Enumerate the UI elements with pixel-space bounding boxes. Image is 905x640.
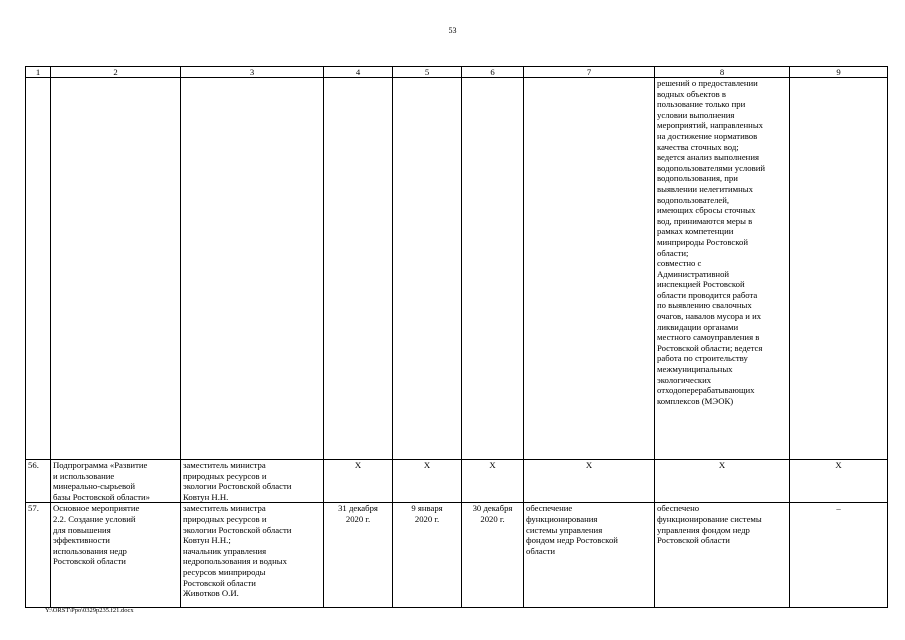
table-cell (462, 78, 524, 460)
measure-name: Основное мероприятие 2.2. Создание условий для повышения эффективности использования недр Ростовской области (51, 503, 181, 608)
plan-table (25, 66, 888, 608)
measure-name: Подпрограмма «Развитие и использование минерально-сырьевой базы Ростовской области» (51, 460, 181, 503)
actual-end-date: X (462, 460, 524, 503)
column-header: 7 (524, 67, 655, 78)
column-header: 3 (181, 67, 324, 78)
table-cell (524, 78, 655, 460)
planned-result: обеспечение функционирования системы управления фондом недр Ростовской области (524, 503, 655, 608)
table-row (26, 503, 888, 608)
table-cell (181, 78, 324, 460)
page-number: 53 (448, 26, 457, 35)
column-header: 6 (462, 67, 524, 78)
planned-end-date: X (324, 460, 393, 503)
column-header: 1 (26, 67, 51, 78)
actual-start-date: 9 января 2020 г. (393, 503, 462, 608)
file-path-footer: Y:\ORST\Ppo\0329p235.f21.docx (45, 607, 134, 614)
table-cell (393, 78, 462, 460)
actual-start-date: X (393, 460, 462, 503)
continuation-row (26, 78, 888, 460)
planned-end-date: 31 декабря 2020 г. (324, 503, 393, 608)
column-header: 4 (324, 67, 393, 78)
table-cell (790, 78, 888, 460)
responsible-person: заместитель министра природных ресурсов и экологии Ростовской области Ковтун Н.Н. (181, 460, 324, 503)
measure-result-text: решений о предоставлении водных объектов в пользование только при условии выполнения мероприятий, направленных на достижение нормативов качества сточных вод; ведется анализ выполнения водопользователями условий водопользования, при выявлении нелегитимных водопользователей, имеющих сбросы сточных вод, принимаются меры в рамках компетенции минприроды Ростовской области; совместно с Административной инспекцией Ростовской области проводится работа по выявлению свалочных очагов, навалов мусора и их ликвидации органами местного самоуправления в Ростовской области; ведется работа по строительству межмуниципальных экологических отходоперерабатывающих комплексов (МЭОК) (655, 78, 790, 460)
table-cell (324, 78, 393, 460)
column-header: 5 (393, 67, 462, 78)
table-cell (51, 78, 181, 460)
column-header-row (26, 67, 888, 78)
column-header: 2 (51, 67, 181, 78)
table-cell (26, 78, 51, 460)
row-number: 57. (26, 503, 51, 608)
column-header: 8 (655, 67, 790, 78)
table-row (26, 460, 888, 503)
row-number: 56. (26, 460, 51, 503)
responsible-person: заместитель министра природных ресурсов и экологии Ростовской области Ковтун Н.Н.; начальник управления недропользования и водных ресурсов минприроды Ростовской области Животков О.И. (181, 503, 324, 608)
deviation-reason: X (790, 460, 888, 503)
actual-end-date: 30 декабря 2020 г. (462, 503, 524, 608)
actual-result: обеспечено функционирование системы управления фондом недр Ростовской области (655, 503, 790, 608)
column-header: 9 (790, 67, 888, 78)
actual-result: X (655, 460, 790, 503)
planned-result: X (524, 460, 655, 503)
deviation-reason: – (790, 503, 888, 608)
